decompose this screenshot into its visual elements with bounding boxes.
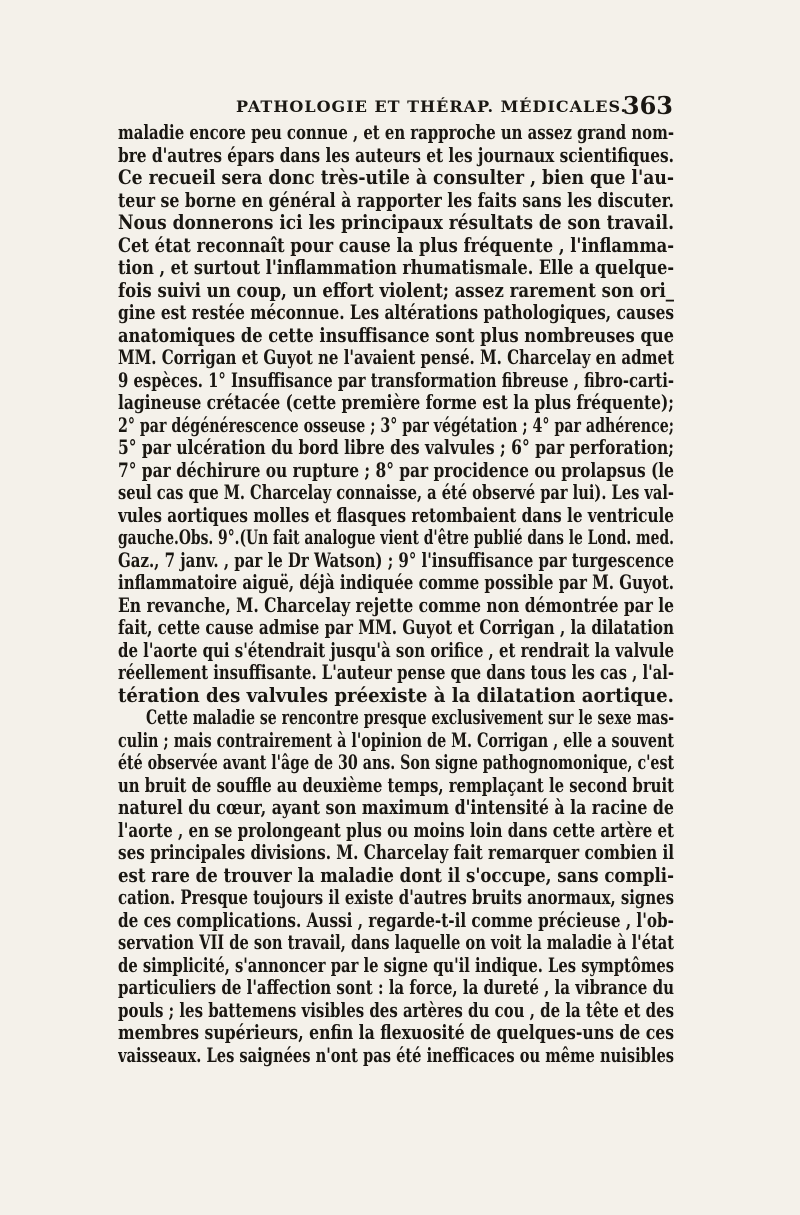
text-line: anatomiques de cette insuffisance sont plus nombreuses que <box>118 324 674 347</box>
text-line: Nous donnerons ici les principaux résultats de son travail. <box>118 212 674 234</box>
text-line: de simplicité, s'annoncer par le signe qu'il indique. Les symptômes <box>118 954 674 977</box>
text-line: membres supérieurs, enfin la flexuosité de quelques-uns de ces <box>118 1022 674 1044</box>
text-line: particuliers de l'affection sont : la force, la dureté , la vibrance du <box>118 977 674 999</box>
text-line: fait, cette cause admise par MM. Guyot et Corrigan , la dilatation <box>118 617 674 639</box>
text-line: culin ; mais contrairement à l'opinion de M. Corrigan , elle a souvent <box>118 729 674 752</box>
text-line: inflammatoire aiguë, déjà indiquée comme possible par M. Guyot. <box>118 572 674 594</box>
paragraph <box>118 707 674 1067</box>
page-header <box>118 91 673 125</box>
text-line: Cet état reconnaît pour cause la plus fréquente , l'inflamma- <box>118 234 674 257</box>
text-line: fois suivi un coup, un effort violent; assez rarement son ori_ <box>118 279 674 302</box>
text-line: lagineuse crétacée (cette première forme est la plus fréquente); <box>118 392 674 414</box>
text-line: ses principales divisions. M. Charcelay fait remarquer combien il <box>118 842 674 864</box>
text-line: seul cas que M. Charcelay connaisse, a été observé par lui). Les val- <box>118 482 674 504</box>
text-line: été observée avant l'âge de 30 ans. Son signe pathognomonique, c'est <box>118 752 674 774</box>
text-line: cation. Presque toujours il existe d'autres bruits anormaux, signes <box>118 887 674 909</box>
text-line: gine est restée méconnue. Les altérations pathologiques, causes <box>118 302 674 324</box>
text-line: servation VII de son travail, dans laquelle on voit la maladie à l'état <box>118 932 674 954</box>
text-line: de l'aorte qui s'étendrait jusqu'à son orifice , et rendrait la valvule <box>118 639 674 662</box>
text-line: 9 espèces. 1° Insuffisance par transformation fibreuse , fibro-carti- <box>118 369 674 392</box>
text-line: gauche.Obs. 9°.(Un fait analogue vient d'être publié dans le Lond. med. <box>118 527 674 549</box>
text-line: est rare de trouver la maladie dont il s'occupe, sans compli- <box>118 864 674 887</box>
text-line: teur se borne en général à rapporter les faits sans les discuter. <box>118 189 674 212</box>
body-text <box>118 122 674 1067</box>
text-line: 7° par déchirure ou rupture ; 8° par procidence ou prolapsus (le <box>118 459 674 482</box>
text-line: vaisseaux. Les saignées n'ont pas été inefficaces ou même nuisibles <box>118 1044 674 1067</box>
text-line: maladie encore peu connue , et en rapproche un assez grand nom- <box>118 122 674 144</box>
text-line: vules aortiques molles et flasques retombaient dans le ventricule <box>118 504 674 527</box>
text-line: Cette maladie se rencontre presque exclusivement sur le sexe mas- <box>146 707 674 729</box>
text-line: 5° par ulcération du bord libre des valvules ; 6° par perforation; <box>118 437 674 459</box>
text-line: MM. Corrigan et Guyot ne l'avaient pensé. M. Charcelay en admet <box>118 347 674 369</box>
text-line: 2° par dégénérescence osseuse ; 3° par végétation ; 4° par adhérence; <box>118 414 674 437</box>
text-line: l'aorte , en se prolongeant plus ou moins loin dans cette artère et <box>118 819 674 842</box>
text-line: En revanche, M. Charcelay rejette comme non démontrée par le <box>118 594 674 617</box>
text-line: réellement insuffisante. L'auteur pense que dans tous les cas , l'al- <box>118 662 674 684</box>
text-line: naturel du cœur, ayant son maximum d'intensité à la racine de <box>118 797 674 819</box>
text-line: Ce recueil sera donc très-utile à consulter , bien que l'au- <box>118 167 674 189</box>
text-line: un bruit de souffle au deuxième temps, remplaçant le second bruit <box>118 774 674 797</box>
paragraph <box>118 122 674 707</box>
text-line: tion , et surtout l'inflammation rhumatismale. Elle a quelque- <box>118 257 674 279</box>
text-line: pouls ; les battemens visibles des artères du cou , de la tête et des <box>118 999 674 1022</box>
text-line: tération des valvules préexiste à la dilatation aortique. <box>118 684 674 707</box>
text-line: Gaz., 7 janv. , par le Dr Watson) ; 9° l'insuffisance par turgescence <box>118 549 674 572</box>
text-line: de ces complications. Aussi , regarde-t-il comme précieuse , l'ob- <box>118 909 674 932</box>
page-number: 363 <box>622 91 673 120</box>
running-title: PATHOLOGIE ET THÉRAP. MÉDICALES. <box>236 97 628 116</box>
text-line: bre d'autres épars dans les auteurs et les journaux scientifiques. <box>118 144 674 167</box>
